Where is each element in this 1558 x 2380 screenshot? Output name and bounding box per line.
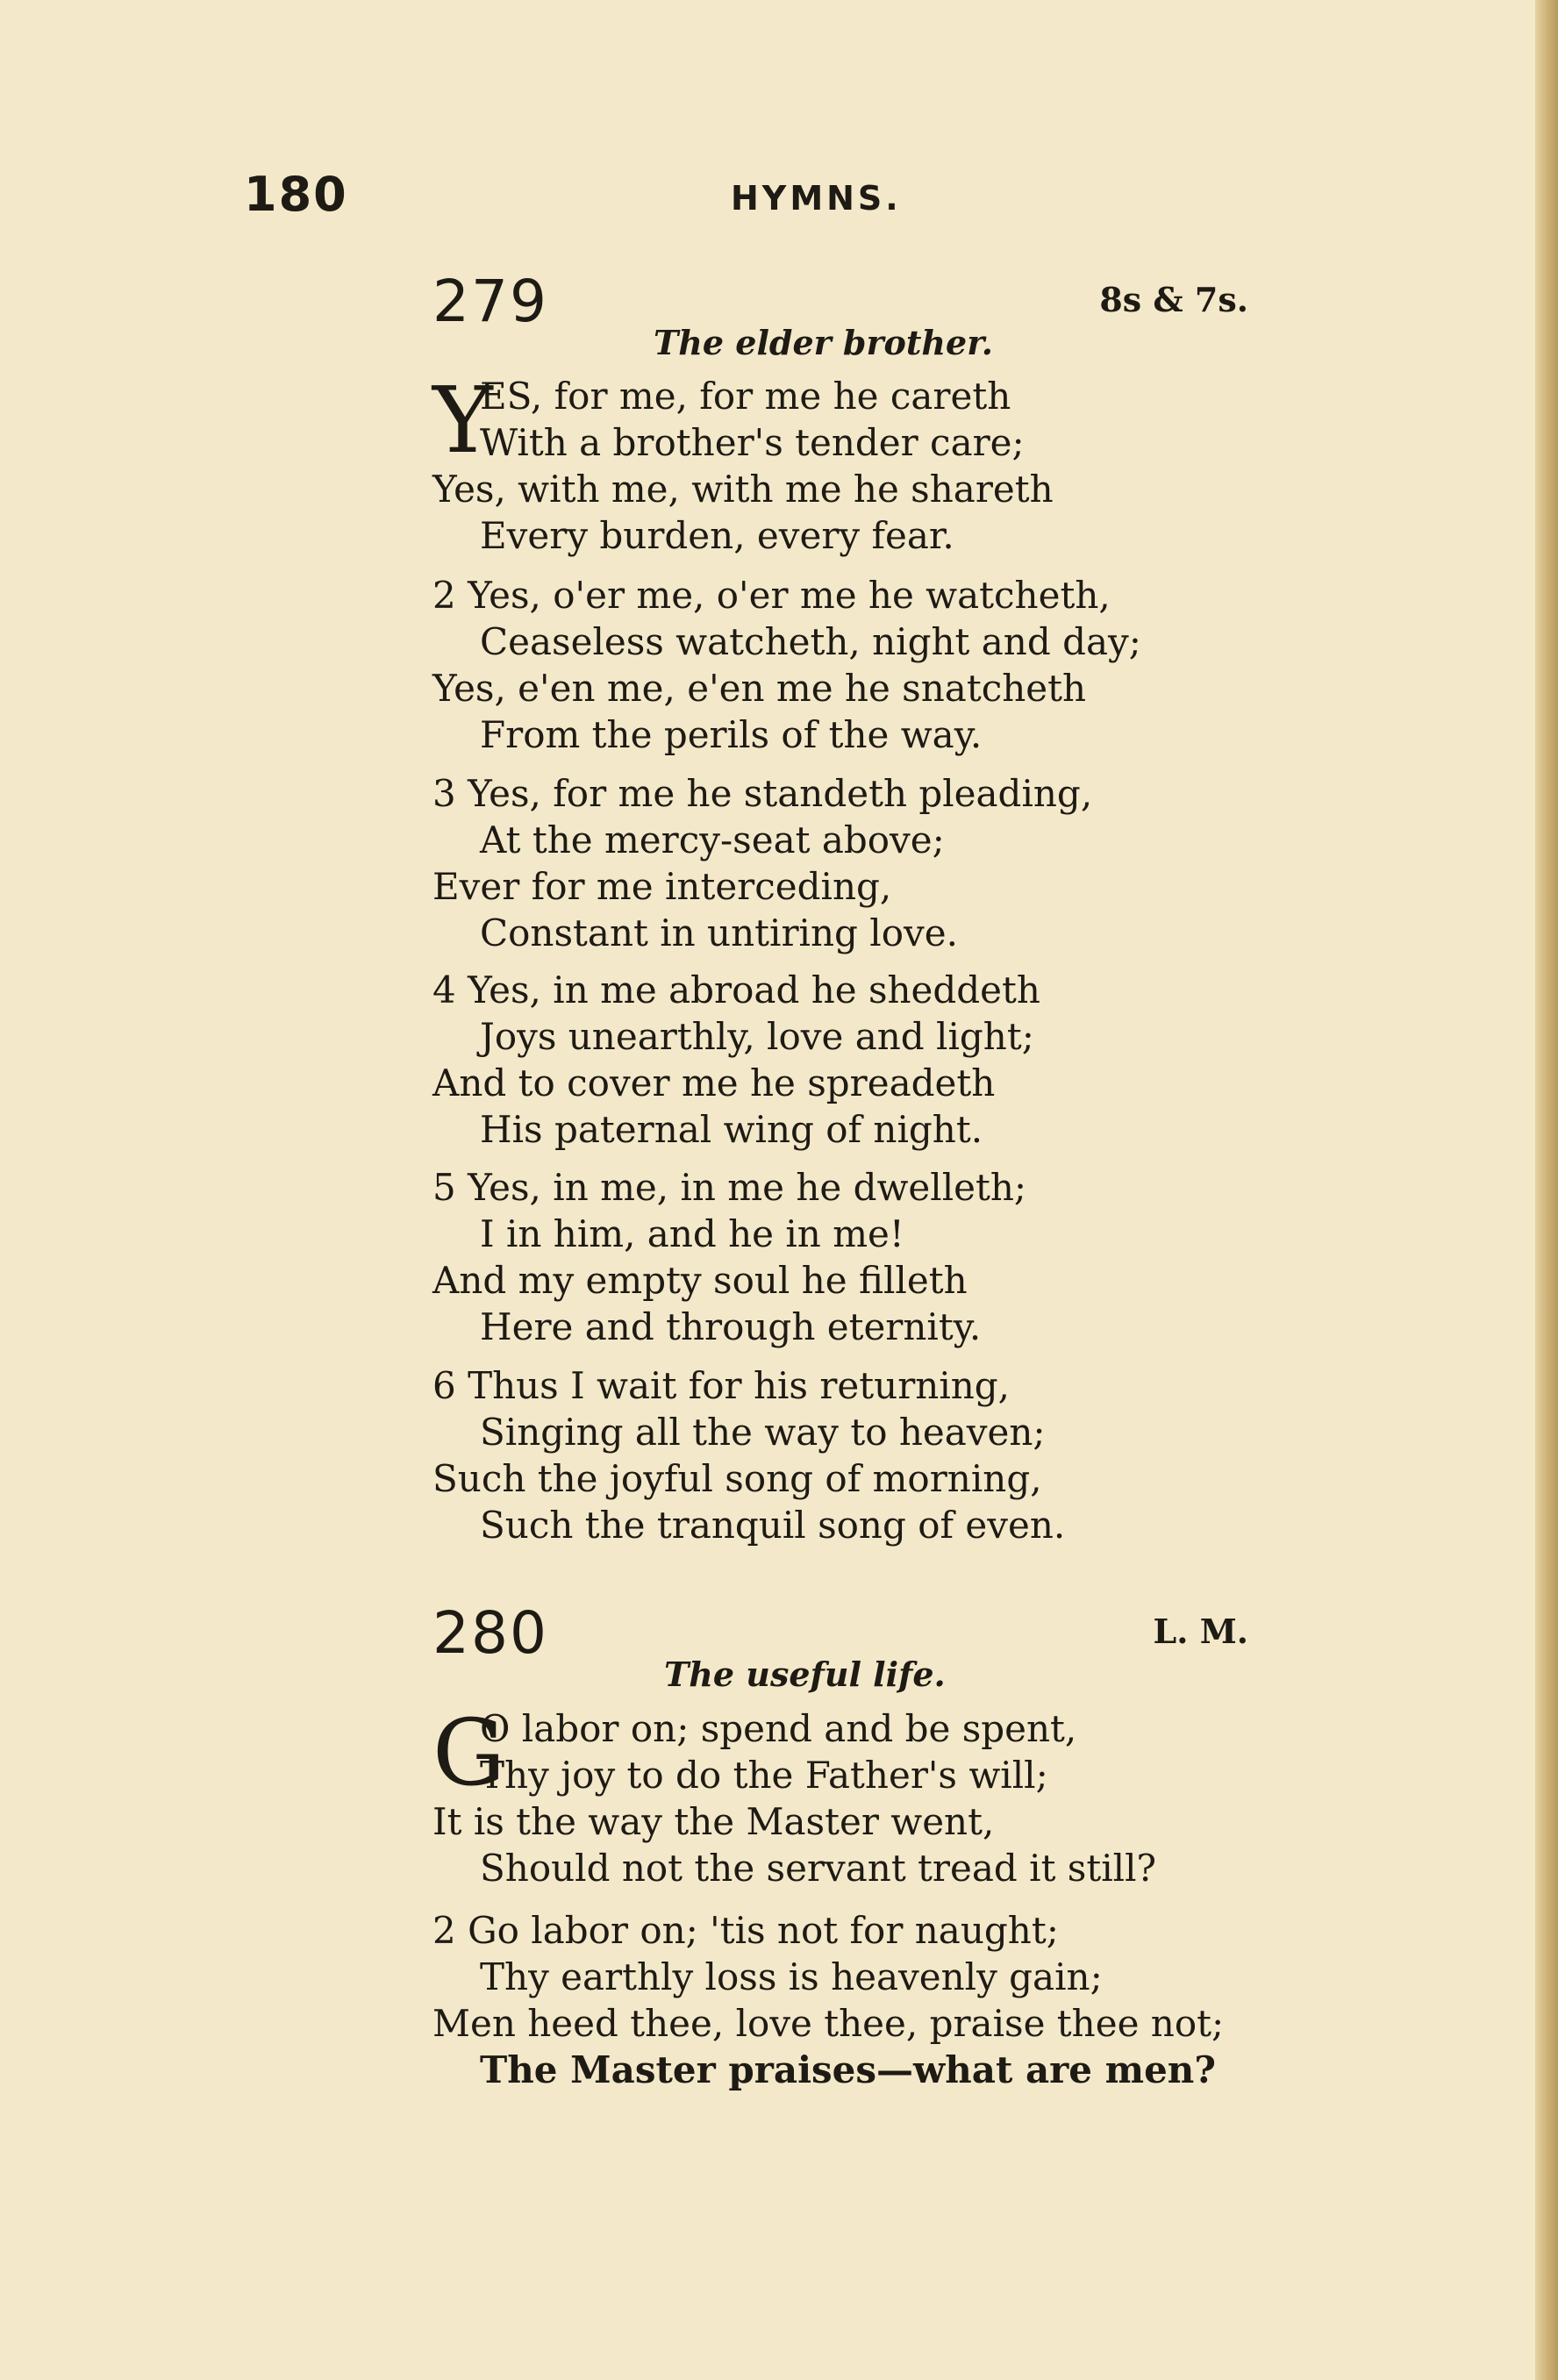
verse-line: Ceaseless watcheth, night and day; [480, 620, 1141, 663]
hymn-meter: L. M. [1153, 1612, 1248, 1651]
verse-line: Constant in untiring love. [480, 911, 958, 954]
verse-line: Joys unearthly, love and light; [480, 1015, 1034, 1058]
hymn-number: 279 [432, 268, 548, 335]
hymn-279-stanza-2 [432, 572, 1141, 758]
hymn-279-stanza-6 [432, 1362, 1065, 1548]
page-header [244, 167, 1253, 222]
hymn-280-stanza-1 [432, 1699, 1157, 1891]
verse-line: And my empty soul he filleth [432, 1259, 968, 1302]
verse-line: 6 Thus I wait for his returning, [432, 1364, 1011, 1407]
running-head: HYMNS. [731, 179, 902, 218]
verse-line: 2 Go labor on; 'tis not for naught; [432, 1909, 1059, 1952]
hymn-279-stanza-3 [432, 770, 1092, 956]
verse-line: Ever for me interceding, [432, 865, 892, 908]
verse-line: I in him, and he in me! [480, 1212, 904, 1255]
drop-cap: Y [432, 367, 493, 474]
verse-line: Should not the servant tread it still? [480, 1847, 1157, 1890]
verse-line: Every burden, every fear. [480, 514, 954, 557]
hymn-subtitle: The useful life. [664, 1655, 946, 1694]
verse-line: At the mercy-seat above; [480, 818, 945, 861]
hymn-number: 280 [432, 1599, 548, 1667]
page-number: 180 [244, 167, 348, 222]
verse-line: Here and through eternity. [480, 1305, 982, 1348]
hymn-meter: 8s & 7s. [1099, 280, 1248, 319]
verse-line: With a brother's tender care; [480, 421, 1025, 464]
verse-line: Thy earthly loss is heavenly gain; [480, 1955, 1103, 1998]
verse-line: O labor on; spend and be spent, [480, 1707, 1077, 1750]
verse-line: Yes, with me, with me he shareth [432, 468, 1054, 511]
drop-cap: G [432, 1699, 506, 1806]
verse-line: And to cover me he spreadeth [432, 1061, 996, 1104]
hymn-279-stanza-1 [432, 367, 1054, 559]
verse-line: Such the tranquil song of even. [480, 1504, 1066, 1547]
hymn-280-stanza-2 [432, 1907, 1224, 2093]
verse-line: The Master praises—what are men? [480, 2048, 1216, 2091]
verse-line: Yes, e'en me, e'en me he snatcheth [432, 667, 1087, 710]
verse-line: His paternal wing of night. [480, 1108, 983, 1151]
hymn-subtitle: The elder brother. [654, 323, 993, 362]
verse-line: Such the joyful song of morning, [432, 1457, 1042, 1500]
hymn-279-stanza-4 [432, 967, 1040, 1153]
verse-line: 3 Yes, for me he standeth pleading, [432, 772, 1093, 815]
verse-line: Thy joy to do the Father's will; [480, 1754, 1048, 1797]
verse-line: Singing all the way to heaven; [480, 1411, 1046, 1454]
verse-line: Men heed thee, love thee, praise thee not; [432, 2002, 1225, 2045]
verse-line: 4 Yes, in me abroad he sheddeth [432, 968, 1040, 1011]
verse-line: 2 Yes, o'er me, o'er me he watcheth, [432, 574, 1111, 617]
verse-line: It is the way the Master went, [432, 1800, 995, 1843]
verse-line: 5 Yes, in me, in me he dwelleth; [432, 1166, 1027, 1209]
verse-line: ES, for me, for me he careth [480, 375, 1011, 418]
hymn-279-stanza-5 [432, 1164, 1026, 1350]
page-edge [1535, 0, 1558, 2380]
verse-line: From the perils of the way. [480, 713, 983, 756]
